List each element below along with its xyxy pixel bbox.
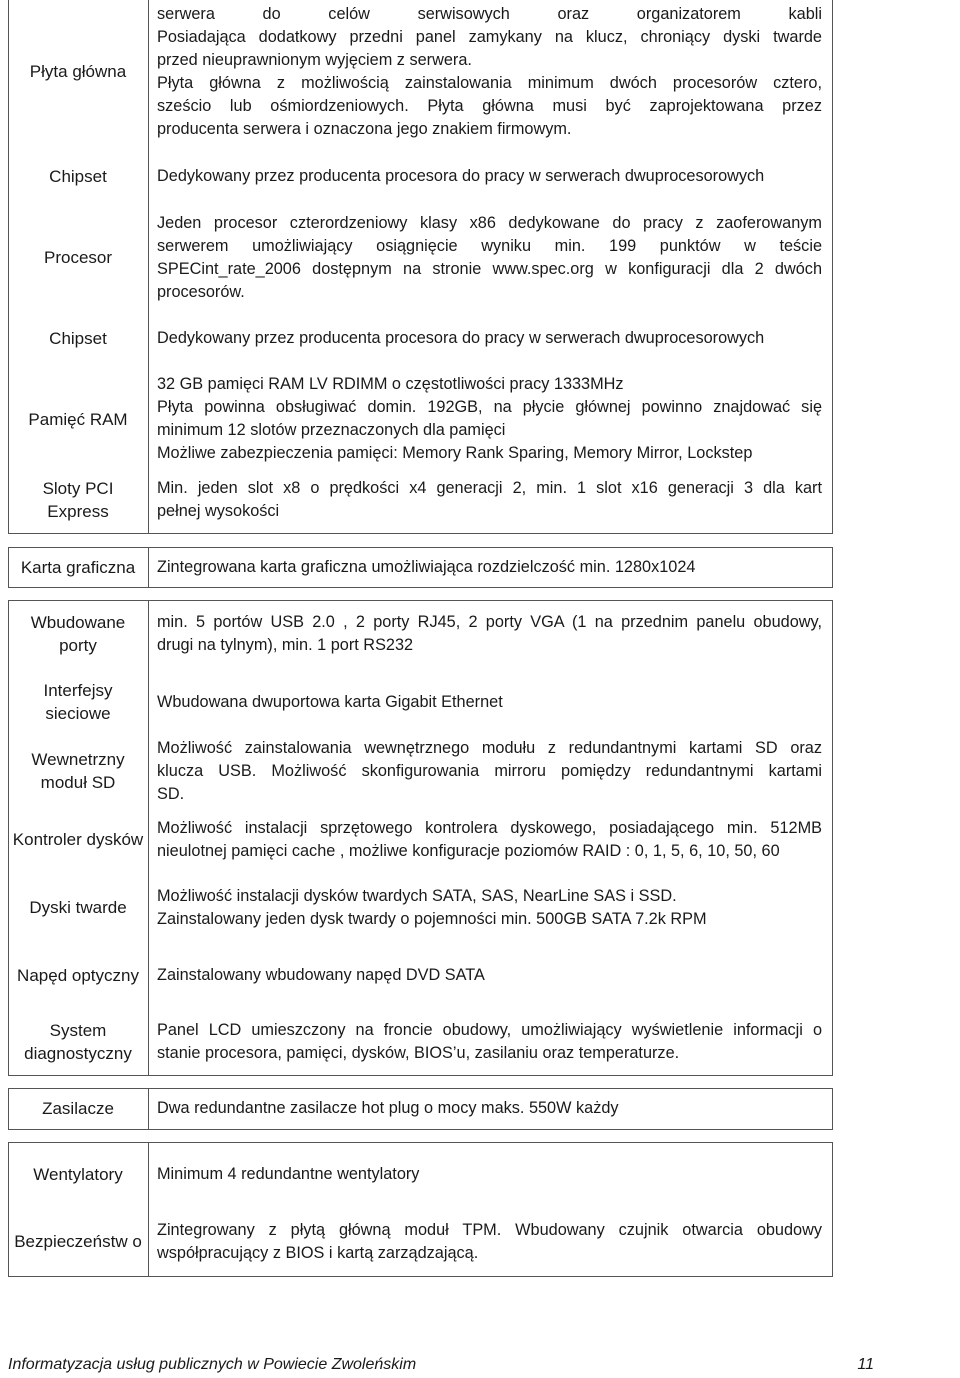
row-value [157,1009,822,1075]
value-line: SPECint_rate_2006 dostępnym na stronie www.spec.org w konfiguracji dla 2 dwóch [157,259,822,278]
table-row [8,873,832,942]
value-line: Płyta główna z możliwością zainstalowania minimum dwóch procesorów cztero, [157,74,822,92]
table-rule [148,1142,149,1276]
row-value [157,1207,822,1276]
table-rule [832,600,833,1075]
value-line: Możliwość instalacji sprzętowego kontrolera dyskowego, posiadającego min. 512MB [157,818,822,837]
value-line: Możliwe zabezpieczenia pamięci: Memory Rank Sparing, Memory Mirror, Lockstep [157,444,753,462]
value-line: sześcio lub ośmiordzeniowych. Płyta główna musi być zaprojektowana przez [157,97,822,115]
table-row [8,1207,832,1276]
table-rule [8,587,833,588]
row-value [157,143,822,210]
row-value [157,1088,822,1129]
row-label: Płyta główna [29,62,127,81]
value-line: serwerem umożliwiający osiągnięcie wyniku min. 199 punktów w teście [157,236,822,255]
table-rule [8,600,9,1075]
row-value [157,873,822,942]
table-rule [8,0,9,533]
table-row [8,210,832,305]
value-line: minimum 12 slotów przeznaczonych dla pamięci [157,421,506,439]
row-value [157,668,822,736]
row-label: Wentylatory [33,1165,123,1184]
value-line: Posiadająca dodatkowy przedni panel zamykany na klucz, chroniący dyski twarde [157,28,822,46]
table-rule [832,547,833,587]
row-label: Sloty PCI Express [42,479,114,521]
page-number: 11 [857,1356,874,1373]
table-row [8,806,832,873]
table-row [8,1009,832,1075]
table-rule [8,547,9,587]
row-label: Pamięć RAM [28,409,128,429]
table-rule [8,533,833,534]
table-rule [148,600,149,1075]
table-row [8,143,832,210]
table-rule [148,0,149,533]
value-line: producenta serwera i oznaczona jego znakiem firmowym. [157,120,572,138]
row-label: Kontroler dysków [12,830,144,849]
table-rule [8,600,833,601]
row-label: Procesor [43,248,113,267]
value-line: Zintegrowany z płytą główną moduł TPM. Wbudowany czujnik otwarcia obudowy [157,1220,822,1239]
value-line: Wbudowana dwuportowa karta Gigabit Ethernet [157,692,503,711]
row-value [157,806,822,873]
row-value [157,1142,822,1207]
value-line: serwera do celów serwisowych oraz organizatorem kabli [157,5,822,23]
row-label: Wewnetrzny moduł SD [31,750,125,792]
value-line: stanie procesora, pamięci, dysków, BIOS’u, zasilaniu oraz temperaturze. [157,1044,680,1062]
table-rule [8,1142,9,1276]
table-rule [8,1129,833,1130]
row-value [157,600,822,668]
footer-title: Informatyzacja usług publicznych w Powiecie Zwoleńskim [8,1356,417,1373]
row-value [157,736,822,806]
table-row [8,547,832,587]
value-line: 32 GB pamięci RAM LV RDIMM o częstotliwości pracy 1333MHz [157,375,624,393]
value-line: Dwa redundantne zasilacze hot plug o mocy maks. 550W każdy [157,1099,619,1117]
row-label: System diagnostyczny [24,1021,132,1063]
table-row [8,0,832,143]
value-line: Panel LCD umieszczony na froncie obudowy, umożliwiający wyświetlenie informacji o [157,1021,822,1039]
table-rule [8,1276,833,1277]
value-line: Płyta powinna obsługiwać domin. 192GB, na płycie głównej powinno znajdować się [157,398,822,416]
value-line: Możliwość zainstalowania wewnętrznego modułu z redundantnymi kartami SD oraz [157,738,822,757]
page-footer [8,1356,874,1374]
value-line: SD. [157,784,185,803]
table-row [8,668,832,736]
table-rule [832,0,833,533]
value-line: Zainstalowany wbudowany napęd DVD SATA [157,966,485,984]
table-rule [148,1088,149,1129]
row-label: Bezpieczeństw o [14,1232,142,1251]
table-rule [832,1142,833,1276]
table-rule [8,1075,833,1076]
table-row [8,1142,832,1207]
value-line: klucza USB. Możliwość skonfigurowania mirroru pomiędzy redundantnymi kartami [157,761,822,780]
table-row [8,600,832,668]
value-line: Dedykowany przez producenta procesora do pracy w serwerach dwuprocesorowych [157,167,765,185]
value-line: Jeden procesor czterordzeniowy klasy x86 dedykowane do pracy z zaoferowanym [157,213,822,232]
table-row [8,467,832,533]
row-value [157,305,822,371]
value-line: procesorów. [157,282,245,301]
row-value [157,210,822,305]
value-line: Możliwość instalacji dysków twardych SATA, SAS, NearLine SAS i SSD. [157,886,677,905]
table-rule [8,1142,833,1143]
table-rule [8,547,833,548]
row-label: Wbudowane porty [30,613,126,655]
row-value [157,0,822,143]
row-label: Chipset [49,167,107,186]
table-row [8,305,832,371]
row-value [157,547,822,587]
value-line: Zainstalowany jeden dysk twardy o pojemności min. 500GB SATA 7.2k RPM [157,909,707,928]
value-line: pełnej wysokości [157,502,280,520]
table-rule [8,1088,833,1089]
row-label: Karta graficzna [20,557,136,577]
value-line: przed nieuprawnionym wyjęciem z serwera. [157,51,472,69]
value-line: drugi na tylnym), min. 1 port RS232 [157,636,414,654]
value-line: współpracujący z BIOS i kartą zarządzającą. [157,1243,479,1262]
value-line: Min. jeden slot x8 o prędkości x4 generacji 2, min. 1 slot x16 generacji 3 dla kart [157,479,822,497]
table-rule [832,1088,833,1129]
table-row [8,736,832,806]
value-line: Zintegrowana karta graficzna umożliwiająca rozdzielczość min. 1280x1024 [157,557,696,576]
value-line: min. 5 portów USB 2.0 , 2 porty RJ45, 2 porty VGA (1 na przednim panelu obudowy, [157,613,822,631]
value-line: nieulotnej pamięci cache , możliwe konfiguracje poziomów RAID : 0, 1, 5, 6, 10, 50, 60 [157,841,780,860]
table-row [8,1088,832,1129]
table-row [8,942,832,1009]
row-label: Zasilacze [42,1099,114,1118]
row-value [157,942,822,1009]
table-rule [148,547,149,587]
row-label: Dyski twarde [29,898,127,917]
table-rule [8,1088,9,1129]
row-label: Chipset [49,328,107,348]
table-row [8,371,832,467]
value-line: Minimum 4 redundantne wentylatory [157,1165,420,1183]
row-label: Interfejsy sieciowe [43,681,113,723]
row-value [157,371,822,467]
value-line: Dedykowany przez producenta procesora do pracy w serwerach dwuprocesorowych [157,328,765,347]
row-value [157,467,822,533]
row-label: Napęd optyczny [17,966,139,985]
